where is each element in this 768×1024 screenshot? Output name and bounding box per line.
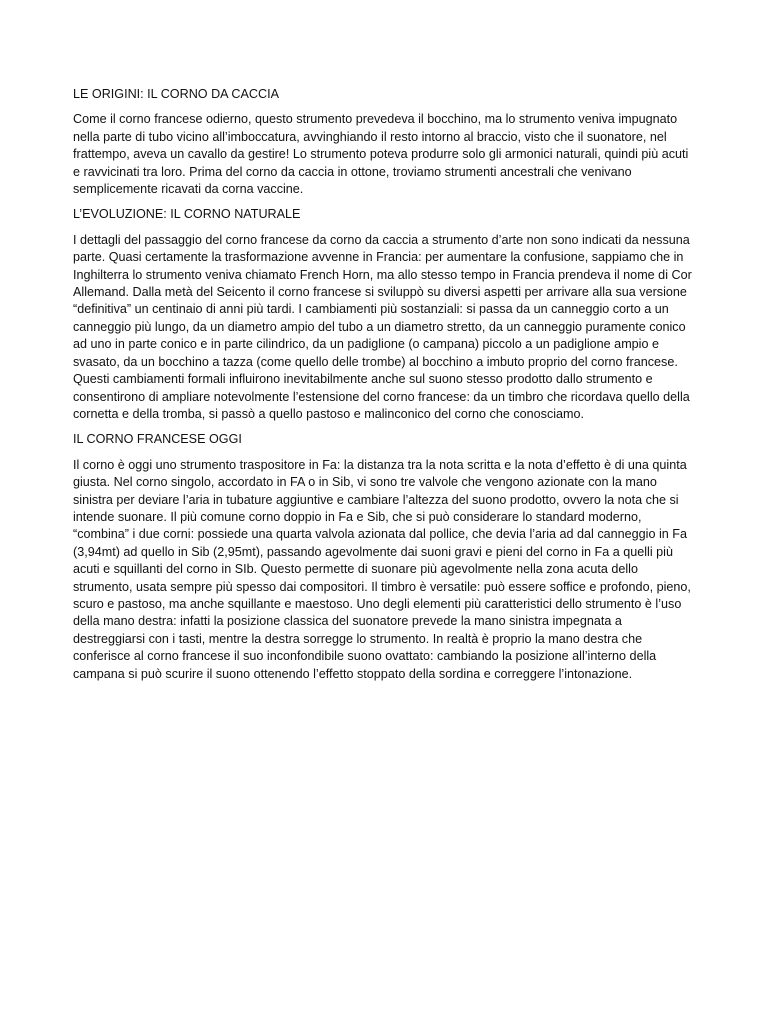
section-body-evoluzione: I dettagli del passaggio del corno francese da corno da caccia a strumento d’arte non sono indicati da nessuna parte. Quasi certamente la trasformazione avvenne in Francia: per aumentare la confusione, sappiamo che in Inghilterra lo strumento veniva chiamato French Horn, ma allo stesso tempo in Francia prendeva il nome di Cor Allemand. Dalla metà del Seicento il corno francese si sviluppò su diversi aspetti per arrivare alla sua versione “definitiva” un centinaio di anni più tardi. I cambiamenti più sostanziali: si passa da un canneggio corto a un canneggio più lungo, da un diametro ampio del tubo a un diametro stretto, da un canneggio puramente conico ad uno in parte conico e in parte cilindrico, da un padiglione (o campana) piccolo a un padiglione ampio e svasato, da un bocchino a tazza (come quello delle trombe) al bocchino a imbuto proprio del corno francese. Questi cambiamenti formali influirono inevitabilmente anche sul suono stesso prodotto dallo strumento e consentirono di ampliare notevolmente l’estensione del corno francese: da un timbro che ricordava quello della cornetta e della tromba, si passò a quello pastoso e malinconico del corno che conosciamo. <box>73 232 692 421</box>
section-origini <box>73 86 695 198</box>
section-oggi <box>73 431 695 683</box>
section-evoluzione <box>73 206 695 423</box>
section-body-oggi: Il corno è oggi uno strumento traspositore in Fa: la distanza tra la nota scritta e la nota d’effetto è di una quinta giusta. Nel corno singolo, accordato in FA o in Sib, vi sono tre valvole che vengono azionate con la mano sinistra per deviare l’aria in tubature aggiuntive e cambiare l’altezza del suono prodotto, ovvero la nota che si intende suonare. Il più comune corno doppio in Fa e Sib, che si può considerare lo standard moderno, “combina” i due corni: possiede una quarta valvola azionata dal pollice, che devia l’aria ad dal canneggio in Fa (3,94mt) ad quello in Sib (2,95mt), passando agevolmente dai suoni gravi e pieni del corno in Fa a quelli più acuti e squillanti del corno in SIb. Questo permette di suonare più agevolmente nella zona acuta dello strumento, usata sempre più spesso dai compositori. Il timbro è versatile: può essere soffice e profondo, pieno, scuro e pastoso, ma anche squillante e maestoso. Uno degli elementi più caratteristici dello strumento è l’uso della mano destra: infatti la posizione classica del suonatore prevede la mano sinistra impegnata a destreggiarsi con i tasti, mentre la destra sorregge lo strumento. In realtà è proprio la mano destra che conferisce al corno francese il suo inconfondibile suono ovattato: cambiando la posizione all’interno della campana si può scurire il suono ottenendo l’effetto stoppato della sordina e correggere l’intonazione. <box>73 457 691 681</box>
section-heading-evoluzione: L’EVOLUZIONE: IL CORNO NATURALE <box>73 207 301 222</box>
section-body-origini: Come il corno francese odierno, questo strumento prevedeva il bocchino, ma lo strumento veniva impugnato nella parte di tubo vicino all’imboccatura, avvinghiando il resto intorno al braccio, visto che il suonatore, nel frattempo, aveva un cavallo da gestire! Lo strumento poteva produrre solo gli armonici naturali, quindi più acuti e ravvicinati tra loro. Prima del corno da caccia in ottone, troviamo strumenti ancestrali che venivano semplicemente ricavati da corna vaccine. <box>73 112 689 197</box>
section-heading-oggi: IL CORNO FRANCESE OGGI <box>73 432 242 447</box>
document-page <box>73 86 695 691</box>
section-heading-origini: LE ORIGINI: IL CORNO DA CACCIA <box>73 87 279 101</box>
